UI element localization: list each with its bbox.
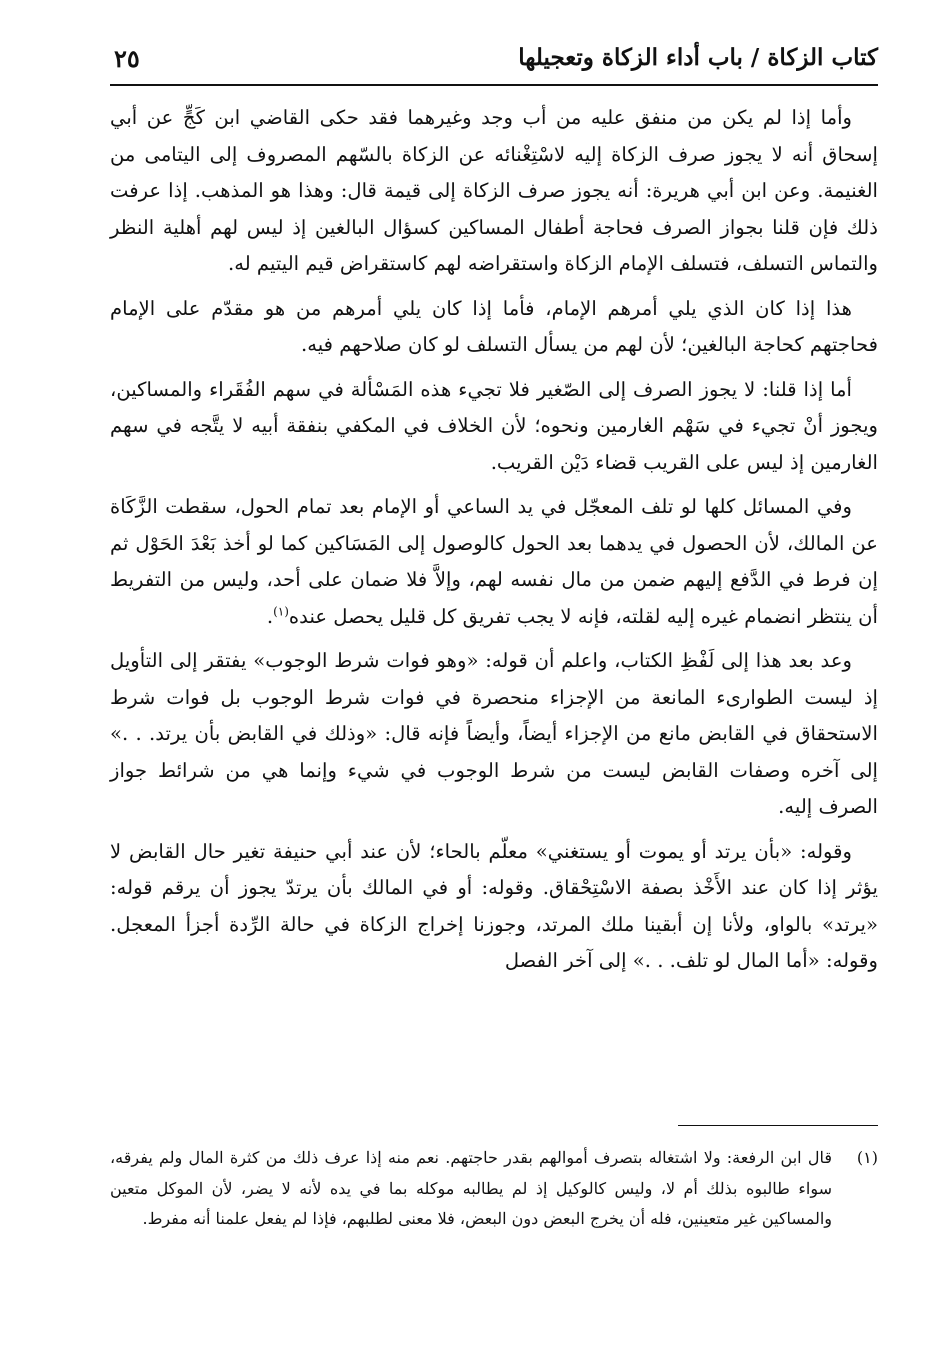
- footnote: [110, 1143, 878, 1235]
- footnotes: [110, 1143, 878, 1235]
- running-head: كتاب الزكاة / باب أداء الزكاة وتعجيلها: [518, 44, 878, 71]
- paragraph: هذا إذا كان الذي يلي أمرهم الإمام، فأما إذا كان يلي أمرهم من هو مقدّم على الإمام فحاجتهم كحاجة البالغين؛ لأن لهم من يسأل التسلف لو كان صلاحهم فيه.: [110, 296, 878, 356]
- main-text: [110, 100, 878, 988]
- footnote-text: قال ابن الرفعة: ولا اشتغاله بتصرف أموالهم بقدر حاجتهم. نعم منه إذا عرف ذلك من كثرة المال ولم يفرقه، سواء طالبوه بذلك أم لا، وليس كالوكيل إذ لم يطالبه موكله بما في يده لأنه لا يضر، لأن الموكل متعين والمساكين غير متعينين، فله أن يخرج البعض دون البعض، فلا معنى لطلبهم، فإذا لم يفعل علمنا أنه مفرط.: [110, 1148, 832, 1228]
- page-header: [110, 40, 878, 80]
- paragraph-text: وفي المسائل كلها لو تلف المعجّل في يد الساعي أو الإمام بعد تمام الحول، سقطت الزَّكَاة عن المالك، لأن الحصول في يدهما بعد الحول كالوصول إلى المَسَاكين كما لو أخذ بَعْدَ الحَوْل ثم إن فرط في الدَّفع إليهم ضمن من مال نفسه لهم، وإلاَّ فلا ضمان على أحد، وليس من التفريط أن ينتظر انضمام غيره إليه لقلته، فإنه لا يجب تفريق كل قليل يحصل عنده: [110, 495, 878, 628]
- page-number: ٢٥: [114, 44, 140, 73]
- paragraph: وعد بعد هذا إلى لَفْظِ الكتاب، واعلم أن قوله: «وهو فوات شرط الوجوب» يفتقر إلى التأويل إذ ليست الطوارىء المانعة من الإجزاء منحصرة في فوات شرط الوجوب بل فوات شرط الاستحقاق في القابض مانع من الإجزاء أيضاً، وأيضاً فإنه قال: «وذلك في القابض بأن يرتد. . .» إلى آخره وصفات القابض ليست من شرط الوجوب في شيء وإنما هي من شرائط جواز الصرف إليه.: [110, 649, 878, 818]
- paragraph: أما إذا قلنا: لا يجوز الصرف إلى الصّغير فلا تجيء هذه المَسْألة في سهم الفُقَراء والمساكين، ويجوز أنْ تجيء في سَهْم الغارمين ونحوه؛ لأن الخلاف في المكفي بنفقة أبيه لا يتَّجه في سهم الغارمين إذ ليس على القريب قضاء دَيْن القريب.: [110, 377, 878, 474]
- footnote-rule: [678, 1125, 878, 1126]
- footnote-reference: (١): [273, 603, 289, 618]
- footnote-marker: (١): [856, 1148, 878, 1167]
- header-rule: [110, 84, 878, 86]
- paragraph: وفي المسائل كلها لو تلف المعجّل في يد الساعي أو الإمام بعد تمام الحول، سقطت الزَّكَاة عن المالك، لأن الحصول في يدهما بعد الحول كالوصول إلى المَسَاكين كما لو أخذ بَعْدَ الحَوْل ثم إن فرط في الدَّفع إليهم ضمن من مال نفسه لهم، وإلاَّ فلا ضمان على أحد، وليس من التفريط أن ينتظر انضمام غيره إليه لقلته، فإنه لا يجب تفريق كل قليل يحصل عنده$^{(١)}$.: [110, 495, 878, 628]
- paragraph: وأما إذا لم يكن من منفق عليه من أب وجد وغيرهما فقد حكى القاضي ابن كَجٍّ عن أبي إسحاق أنه لا يجوز صرف الزكاة إليه لاسْتِغْنائه عن الزكاة بالسّهم المصروف إلى اليتامى من الغنيمة. وعن ابن أبي هريرة: أنه يجوز صرف الزكاة إلى قيمة قال: وهذا هو المذهب. إذا عرفت ذلك فإن قلنا بجواز الصرف فحاجة أطفال المساكين كسؤال البالغين إذ ليس لهم أهلية النظر والتماس التسلف، فتسلف الإمام الزكاة واستقراضه لهم كاستقراض قيم اليتيم له.: [110, 106, 878, 275]
- paragraph: وقوله: «بأن يرتد أو يموت أو يستغني» معلّم بالحاء؛ لأن عند أبي حنيفة تغير حال القابض لا يؤثر إذا كان عند الأَخْذ بصفة الاسْتِحْقاق. وقوله: أو في المالك بأن يرتدّ يجوز أن يرقم قوله: «يرتد» بالواو، ولأنا إن أبقينا ملك المرتد، وجوزنا إخراج الزكاة في حالة الرِّدة أجزأ المعجل. وقوله: «أما المال لو تلف. . .» إلى آخر الفصل: [110, 839, 878, 972]
